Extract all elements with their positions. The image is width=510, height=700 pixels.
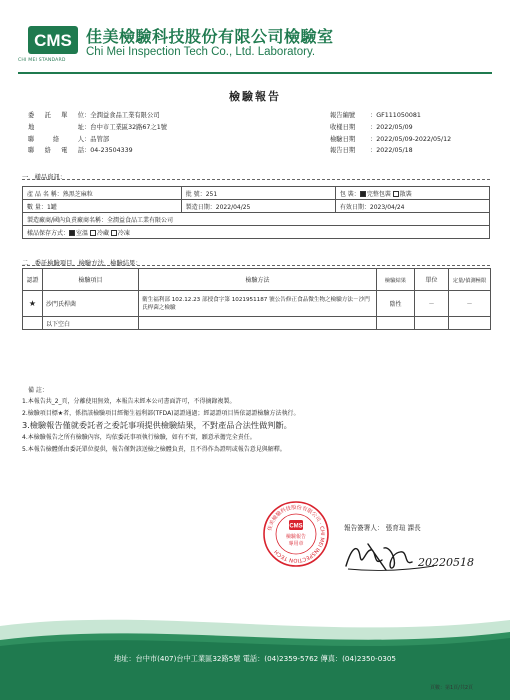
company-name-en: Chi Mei Inspection Tech Co., Ltd. Laboratory. [86, 46, 316, 58]
test-unit: － [415, 291, 449, 317]
manufacture-date: 2022/04/25 [215, 203, 251, 211]
report-number: GF111050081 [376, 112, 421, 119]
note-5: 5.本報告檢體係由委託單位提供，報告僅對該送檢之檢體負責，且不得作為證明或報告意見與解釋。 [22, 445, 286, 453]
company-logo [28, 26, 78, 54]
checkbox-loose [393, 191, 399, 197]
svg-text:20220518: 20220518 [418, 556, 474, 569]
tests-section-title: 二、委託檢驗項目、檢驗方法、檢驗結果： [22, 260, 142, 267]
official-seal [262, 500, 330, 568]
quantity: 1罐 [46, 203, 57, 211]
client-unit: 全潤益食品工業有限公司 [90, 112, 160, 119]
section-divider [22, 179, 490, 180]
client-address: 台中市工業區32路67之1號 [90, 123, 168, 131]
page-title: 檢驗報告 [229, 90, 281, 103]
note-4: 4.本檢驗報告之所有檢驗內容，均依委託事項執行檢驗，如有不實，願意承擔完全責任。 [22, 434, 256, 442]
company-name-zh: 佳美檢驗科技股份有限公司檢驗室 [86, 27, 334, 46]
header-divider [18, 72, 492, 74]
logo-text: CMS [34, 31, 72, 50]
handwritten-signature [338, 536, 488, 576]
received-date: 2022/05/09 [376, 123, 413, 131]
table-header-row: 認證 檢驗項目 檢驗方法 檢驗結果 單位 定量/偵測極限 [23, 269, 491, 291]
batch-number: 251 [205, 190, 218, 198]
svg-text:CMS: CMS [289, 523, 303, 530]
sample-section-title: 一、樣品資訊： [22, 174, 67, 181]
expiry-date: 2023/04/24 [369, 203, 405, 211]
client-phone: 04-23504339 [90, 147, 133, 155]
notes [22, 385, 300, 455]
client-info: 委託單位 ： 全潤益食品工業有限公司 地 址 ： 台中市工業區32路67之1號 聯 絡 人 ： 品管部 聯絡電話 ： 04-23504339 [28, 110, 167, 157]
manufacturer: 全潤益食品工業有限公司 [107, 216, 174, 224]
sample-info-table: 產 品 名 稱：熟黑芝麻粒 批 號：251 包 裝： 完整包裝 散裝 數 量：1罐 製造日期：2022/04/25 有效日期：2023/04/24 製造廠商/國內負責廠商名稱：全潤益食品工業有限公司 樣品保存方式： 室溫 冷藏 冷凍 [22, 186, 490, 239]
report-signer: 報告簽署人： 張育瑄 課長 [344, 524, 421, 532]
test-results-table [22, 268, 491, 330]
note-3: 3.檢驗報告僅就委託者之委託事項提供檢驗結果，不對產品合法性做判斷。 [22, 420, 292, 431]
notes-title: 備 註： [28, 387, 48, 394]
checkbox-frozen [111, 230, 117, 236]
test-result: 陰性 [377, 291, 415, 317]
section-divider [22, 265, 490, 266]
cert-star: ★ [23, 291, 43, 317]
client-contact: 品管部 [90, 135, 110, 143]
svg-text:專用章: 專用章 [288, 541, 304, 547]
test-method: 衛生福利部 102.12.23 部授食字第 1021951187 號公告修正食品微生物之檢驗方法－沙門氏桿菌之檢驗 [139, 291, 377, 317]
report-date: 2022/05/18 [376, 147, 413, 155]
checkbox-refrigerated [90, 230, 96, 236]
checkbox-full-pack [360, 191, 366, 197]
product-name: 熟黑芝麻粒 [62, 190, 93, 198]
svg-text:檢驗報告: 檢驗報告 [285, 534, 307, 540]
svg-text:佳美檢驗科技股份有限公司 · CHI MEI INSPECT: 佳美檢驗科技股份有限公司 · CHI MEI INSPECTION TECH [267, 504, 326, 564]
note-1: 1.本報告共_2_頁，分離使用無效，本報告未經本公司書面許可，不得摘錄複製。 [22, 398, 236, 406]
report-info: 報告編號 ： GF111050081 收樣日期 ： 2022/05/09 檢驗日期 ： 2022/05/09-2022/05/12 報告日期 ： 2022/05/18 [330, 110, 451, 157]
table-row [23, 317, 491, 330]
logo-subtitle: CHI MEI STANDARD [18, 58, 66, 63]
test-date: 2022/05/09-2022/05/12 [376, 135, 452, 143]
test-limit: － [449, 291, 491, 317]
table-row [23, 291, 491, 317]
note-2: 2.檢驗項目標★者，係指該檢驗項目經衛生福利部(TFDA)認證通過；經認證項目皆依認證檢驗方法執行。 [22, 409, 300, 417]
page-number: 頁數：第1頁/共2頁 [430, 685, 474, 691]
blank-marker: 以下空白 [43, 317, 139, 330]
test-item: 沙門氏桿菌 [43, 291, 139, 317]
checkbox-room-temp [69, 230, 75, 236]
footer-contact: 地址：台中市(407)台中工業區32路5號 電話：(04)2359-5762 傳真：(04)2350-0305 [113, 654, 397, 663]
